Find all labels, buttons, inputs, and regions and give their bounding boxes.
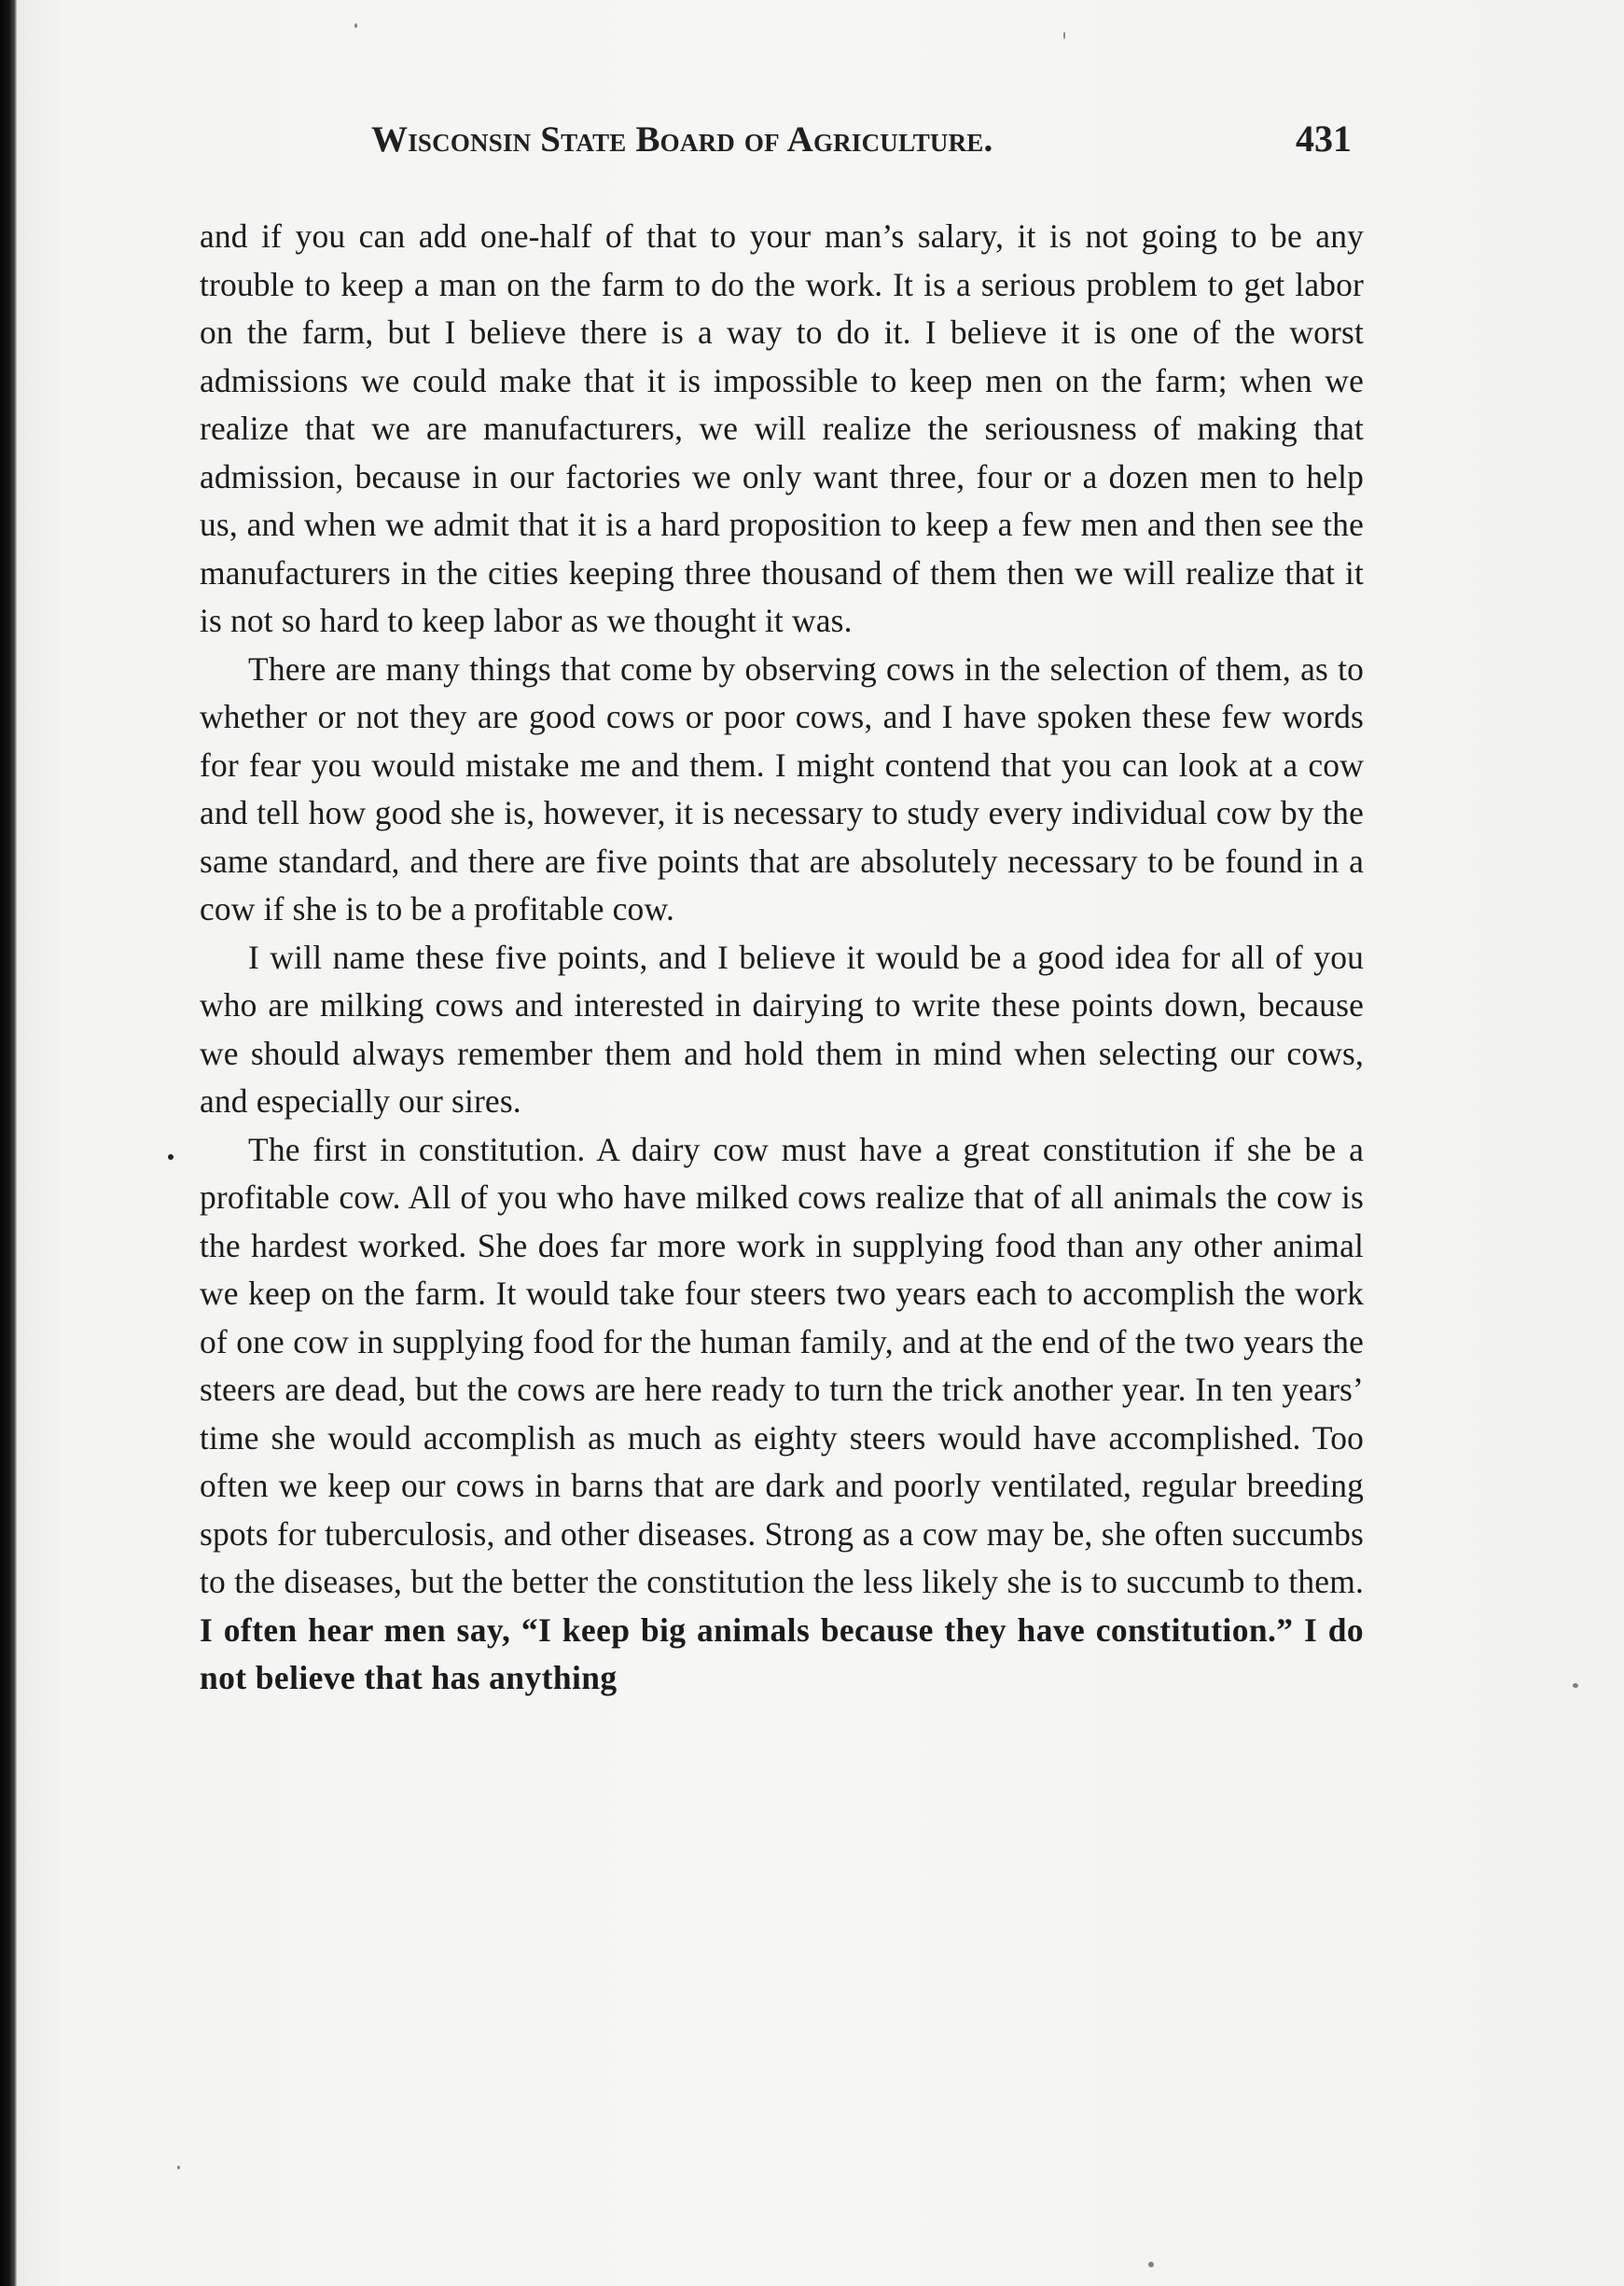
paragraph-observing-cows: There are many things that come by observing cows in the selection of them, as to whether or not they are good cows or poor cows, and I have spoken these few words for fear you would mistake me and them. I might contend that you can look at a cow and tell how good she is, however, it is necessary to study every individual cow by the same standard, and there are five points that are absolutely necessary to be found in a cow if she is to be a profitable cow. <box>200 649 1364 927</box>
margin-mark <box>168 1154 174 1160</box>
darkened-print-text: I often hear men say, “I keep big animals because they have constitution.” I do not believe that has anything <box>200 1610 1364 1696</box>
paragraph-constitution <box>200 1126 1364 1703</box>
running-header <box>371 117 1352 168</box>
scan-speck <box>177 2166 180 2169</box>
page-header-title: Wisconsin State Board of Agriculture. <box>371 119 993 160</box>
page-number: 431 <box>1296 118 1352 160</box>
scan-speck <box>1148 2262 1154 2267</box>
scan-speck <box>1573 1683 1578 1688</box>
paragraph-five-points: I will name these five points, and I believe it would be a good idea for all of you who are milking cows and interested in dairying to write these points down, because we should always remember them and hold them in mind when selecting our cows, and especially our sires. <box>200 938 1364 1120</box>
paragraph-labor-problem: and if you can add one-half of that to your man’s salary, it is not going to be any trouble to keep a man on the farm to do the work. It is a serious problem to get labor on the farm, but I believe there is a way to do it. I believe it is one of the worst admissions we could make that it is impossible to keep men on the farm; when we realize that we are manufacturers, we will realize the seriousness of making that admission, because in our factories we only want three, four or a dozen men to help us, and when we admit that it is a hard proposition to keep a few men and then see the manufacturers in the cities keeping three thousand of them then we will realize that it is not so hard to keep labor as we thought it was. <box>200 217 1364 639</box>
scan-speck <box>354 23 357 28</box>
body-text <box>200 213 1364 1703</box>
book-binding-edge <box>0 0 17 2286</box>
scan-speck <box>1063 32 1065 39</box>
constitution-text: The first in constitution. A dairy cow must have a great constitution if she be a profitable cow. All of you who have milked cows realize that of all animals the cow is the hardest worked. She does far more work in supplying food than any other animal we keep on the farm. It would take four steers two years each to accomplish the work of one cow in supplying food for the human family, and at the end of the two years the steers are dead, but the cows are here ready to turn the trick another year. In ten years’ time she would accomplish as much as eighty steers would have accomplished. Too often we keep our cows in barns that are dark and poorly ventilated, regular breeding spots for tuberculosis, and other diseases. Strong as a cow may be, she often succumbs to the diseases, but the better the constitution the less likely she is to succumb to them. <box>200 1130 1364 1600</box>
